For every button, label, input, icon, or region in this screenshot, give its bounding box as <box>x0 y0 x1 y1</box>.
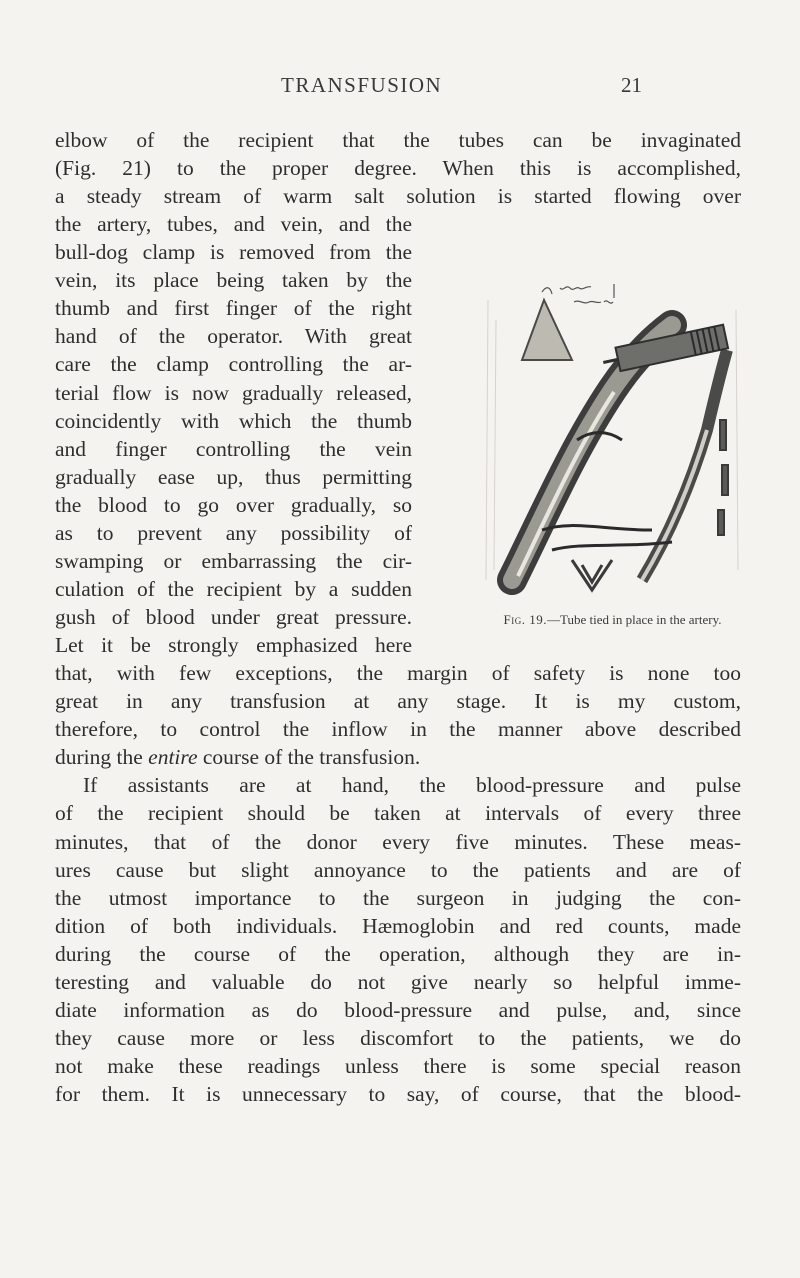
text-line-emphasis <box>55 743 741 771</box>
figure-caption-text: —Tube tied in place in the artery. <box>546 612 722 627</box>
figure-illustration <box>482 280 744 602</box>
text-line: teresting and valuable do not give nearly so helpful imme- <box>55 970 741 995</box>
text-line: bull-dog clamp is removed from the <box>55 240 412 265</box>
text-block-bottom <box>55 659 741 1109</box>
text-line: as to prevent any possibility of <box>55 521 412 546</box>
text-line: minutes, that of the donor every five minutes. These meas- <box>55 829 741 854</box>
paragraph-start: If assistants are at hand, the blood-pressure and pulse <box>83 773 741 798</box>
text-line: coincidently with which the thumb <box>55 408 412 433</box>
text-line: and finger controlling the vein <box>55 436 412 461</box>
text-line: the artery, tubes, and vein, and the <box>55 212 412 236</box>
text-line: (Fig. 21) to the proper degree. When this is accomplished, <box>55 156 741 181</box>
text-line: diate information as do blood-pressure and pulse, and, since <box>55 998 741 1023</box>
text-line: ures cause but slight annoyance to the patients and are of <box>55 857 741 882</box>
text-line: terial flow is now gradually released, <box>55 380 412 405</box>
running-head <box>0 73 800 103</box>
text-line: not make these readings unless there is some special reason <box>55 1054 741 1079</box>
text-line: elbow of the recipient that the tubes can be invaginated <box>55 128 741 152</box>
text-line: the blood to go over gradually, so <box>55 492 412 517</box>
page-number: 21 <box>621 73 642 97</box>
running-title: TRANSFUSION <box>281 73 443 97</box>
text-fragment: during the <box>55 745 149 770</box>
text-line: the utmost importance to the surgeon in judging the con- <box>55 885 741 910</box>
text-line: great in any transfusion at any stage. It is my custom, <box>55 689 741 714</box>
text-line: hand of the operator. With great <box>55 324 412 349</box>
text-line: that, with few exceptions, the margin of safety is none too <box>55 661 741 685</box>
text-line: they cause more or less discomfort to the patients, we do <box>55 1026 741 1051</box>
text-line: culation of the recipient by a sudden <box>55 577 412 602</box>
text-fragment: course of the transfusion. <box>197 745 421 770</box>
text-line: for them. It is unnecessary to say, of course, that the blood- <box>55 1082 741 1107</box>
text-line: a steady stream of warm salt solution is started flowing over <box>55 184 741 209</box>
text-line: Let it be strongly emphasized here <box>55 633 412 658</box>
text-line: gradually ease up, thus permitting <box>55 464 412 489</box>
text-line: gush of blood under great pressure. <box>55 605 412 630</box>
artery-tube-illustration <box>482 280 744 602</box>
figure-caption <box>470 612 755 627</box>
text-block-wrap <box>55 210 412 660</box>
text-block-top <box>55 126 741 210</box>
figure-label: Fig. 19. <box>503 612 547 627</box>
text-line: dition of both individuals. Hæmoglobin and red counts, made <box>55 913 741 938</box>
emphasis-entire: entire <box>148 745 198 770</box>
text-line: care the clamp controlling the ar- <box>55 352 412 377</box>
text-line: vein, its place being taken by the <box>55 268 412 293</box>
text-line: during the course of the operation, although they are in- <box>55 941 741 966</box>
text-line: therefore, to control the inflow in the manner above described <box>55 717 741 742</box>
text-line: of the recipient should be taken at intervals of every three <box>55 801 741 826</box>
text-line: swamping or embarrassing the cir- <box>55 549 412 574</box>
text-line: thumb and first finger of the right <box>55 296 412 321</box>
